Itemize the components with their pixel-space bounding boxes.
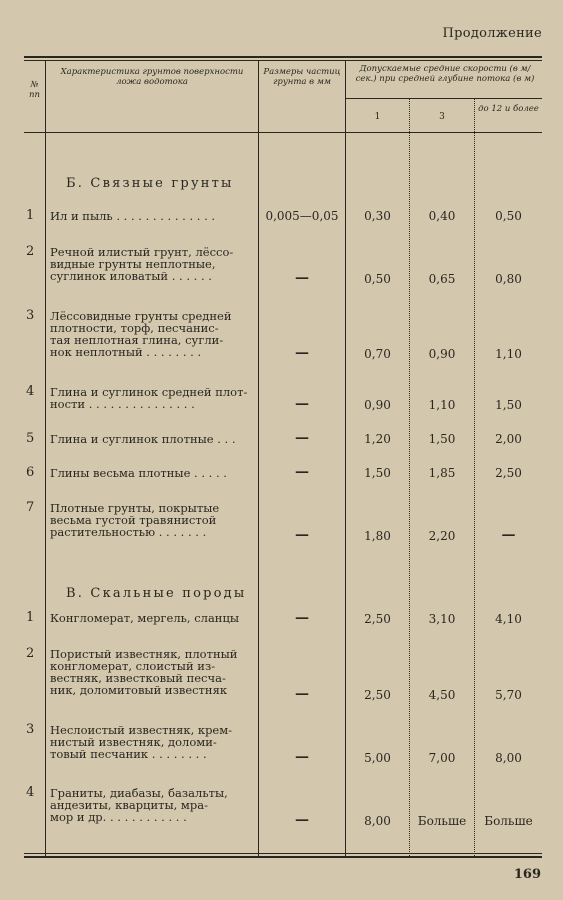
particle-size: — <box>295 345 309 361</box>
row-description: Конгломерат, мергель, сланцы <box>50 611 240 625</box>
speed-depth-1: 1,80 <box>364 529 391 543</box>
col-line-size <box>345 60 346 856</box>
section-title: Б. Связные грунты <box>66 176 234 191</box>
col-line-desc <box>258 60 259 856</box>
row-number: 1 <box>26 610 35 625</box>
page-number: 169 <box>513 867 541 882</box>
speed-depth-12: 4,10 <box>495 612 522 626</box>
particle-size: — <box>295 686 309 702</box>
col-line-num <box>45 60 46 856</box>
speed-depth-1: 1,20 <box>364 432 391 446</box>
particle-size: — <box>295 430 309 446</box>
col-header-depth-1: 1 <box>374 112 381 122</box>
row-description: Ил и пыль . . . . . . . . . . . . . . <box>50 209 216 223</box>
row-description: Глина и суглинок средней плот- ности . . . . . . . . . . . . . . . <box>50 385 248 411</box>
speed-depth-3: 0,40 <box>428 209 456 223</box>
speed-depth-1: 0,50 <box>364 272 391 286</box>
speed-depth-3: 2,20 <box>428 529 456 543</box>
row-number: 4 <box>26 384 35 399</box>
particle-size: — <box>295 749 309 765</box>
row-description: Неслоистый известняк, крем- нистый известняк, доломи- товый песчаник . . . . . . . . <box>50 723 233 761</box>
row-description: Плотные грунты, покрытые весьма густой травянистой растительностью . . . . . . . <box>50 501 220 539</box>
row-number: 3 <box>26 308 35 323</box>
speed-depth-3: 7,00 <box>428 751 456 765</box>
row-description: Пористый известняк, плотный конгломерат, слоистый из- вестняк, известковый песча- ник, доломитовый известняк <box>50 647 238 697</box>
row-description: Лёссовидные грунты средней плотности, торф, песчанис- тая неплотная глина, сугли- нок неплотный . . . . . . . . <box>50 309 232 359</box>
row-description: Глины весьма плотные . . . . . <box>50 466 227 480</box>
table-top-rule-thin <box>24 60 542 61</box>
col-header-desc: Характеристика грунтов поверхности ложа водотока <box>60 67 244 87</box>
particle-size: — <box>295 396 309 412</box>
speed-depth-3: 1,10 <box>428 398 456 412</box>
speed-depth-3: 0,90 <box>428 347 456 361</box>
speed-depth-12: 2,50 <box>495 466 522 480</box>
table-top-rule <box>24 56 542 58</box>
speed-depth-1: 0,90 <box>364 398 391 412</box>
speed-depth-12: 1,10 <box>495 347 522 361</box>
speed-depth-12: 5,70 <box>495 688 522 702</box>
particle-size: — <box>295 610 309 626</box>
particle-size: — <box>295 812 309 828</box>
row-number: 1 <box>26 208 35 223</box>
row-number: 3 <box>26 722 35 737</box>
speed-depth-1: 5,00 <box>364 751 391 765</box>
speed-depth-12: — <box>501 527 516 543</box>
row-number: 5 <box>26 431 35 446</box>
row-number: 4 <box>26 785 35 800</box>
speed-depth-12: 1,50 <box>495 398 522 412</box>
speed-depth-3: 0,65 <box>428 272 456 286</box>
section-title: В. Скальные породы <box>66 586 247 601</box>
row-number: 6 <box>26 465 35 480</box>
speed-depth-12: 0,50 <box>495 209 522 223</box>
particle-size: — <box>295 527 309 543</box>
speed-depth-3: 3,10 <box>428 612 456 626</box>
speed-depth-1: 0,70 <box>364 347 391 361</box>
row-description: Речной илистый грунт, лёссо- видные грунты неплотные, суглинок иловатый . . . . . . <box>50 245 234 283</box>
particle-size: — <box>295 270 309 286</box>
row-number: 7 <box>26 500 35 515</box>
row-number: 2 <box>26 646 35 661</box>
speeds-subheader-rule <box>345 98 542 99</box>
col-header-size: Размеры частиц грунта в мм <box>263 67 341 87</box>
speed-depth-12: 2,00 <box>495 432 522 446</box>
row-description: Глина и суглинок плотные . . . <box>50 432 236 446</box>
speed-depth-3: 1,50 <box>428 432 456 446</box>
speed-depth-3: 1,85 <box>428 466 456 480</box>
col-header-depth-3: 3 <box>439 112 445 122</box>
speed-depth-1: 0,30 <box>364 209 391 223</box>
continuation-label: Продолжение <box>442 26 542 41</box>
speed-depth-1: 8,00 <box>364 814 391 828</box>
speed-depth-1: 2,50 <box>364 612 391 626</box>
col-header-num: № пп <box>29 80 40 100</box>
row-description: Граниты, диабазы, базальты, андезиты, кварциты, мра- мор и др. . . . . . . . . . . . <box>50 786 228 824</box>
header-bottom-rule <box>24 132 542 133</box>
row-number: 2 <box>26 244 35 259</box>
speed-depth-1: 1,50 <box>364 466 391 480</box>
speed-depth-12: 8,00 <box>495 751 522 765</box>
speed-depth-12: 0,80 <box>495 272 522 286</box>
speed-depth-12: Больше <box>484 814 533 828</box>
speed-depth-1: 2,50 <box>364 688 391 702</box>
col-header-speeds: Допускаемые средние скорости (в м/сек.) при средней глубине потока (в м) <box>355 64 535 84</box>
speed-depth-3: Больше <box>417 814 467 828</box>
col-header-depth-12: до 12 и более <box>478 104 539 114</box>
particle-size: 0,005—0,05 <box>265 209 339 223</box>
particle-size: — <box>295 464 309 480</box>
table-bottom-rule-thick <box>24 856 542 858</box>
speed-depth-3: 4,50 <box>428 688 456 702</box>
table-bottom-rule <box>24 853 542 854</box>
